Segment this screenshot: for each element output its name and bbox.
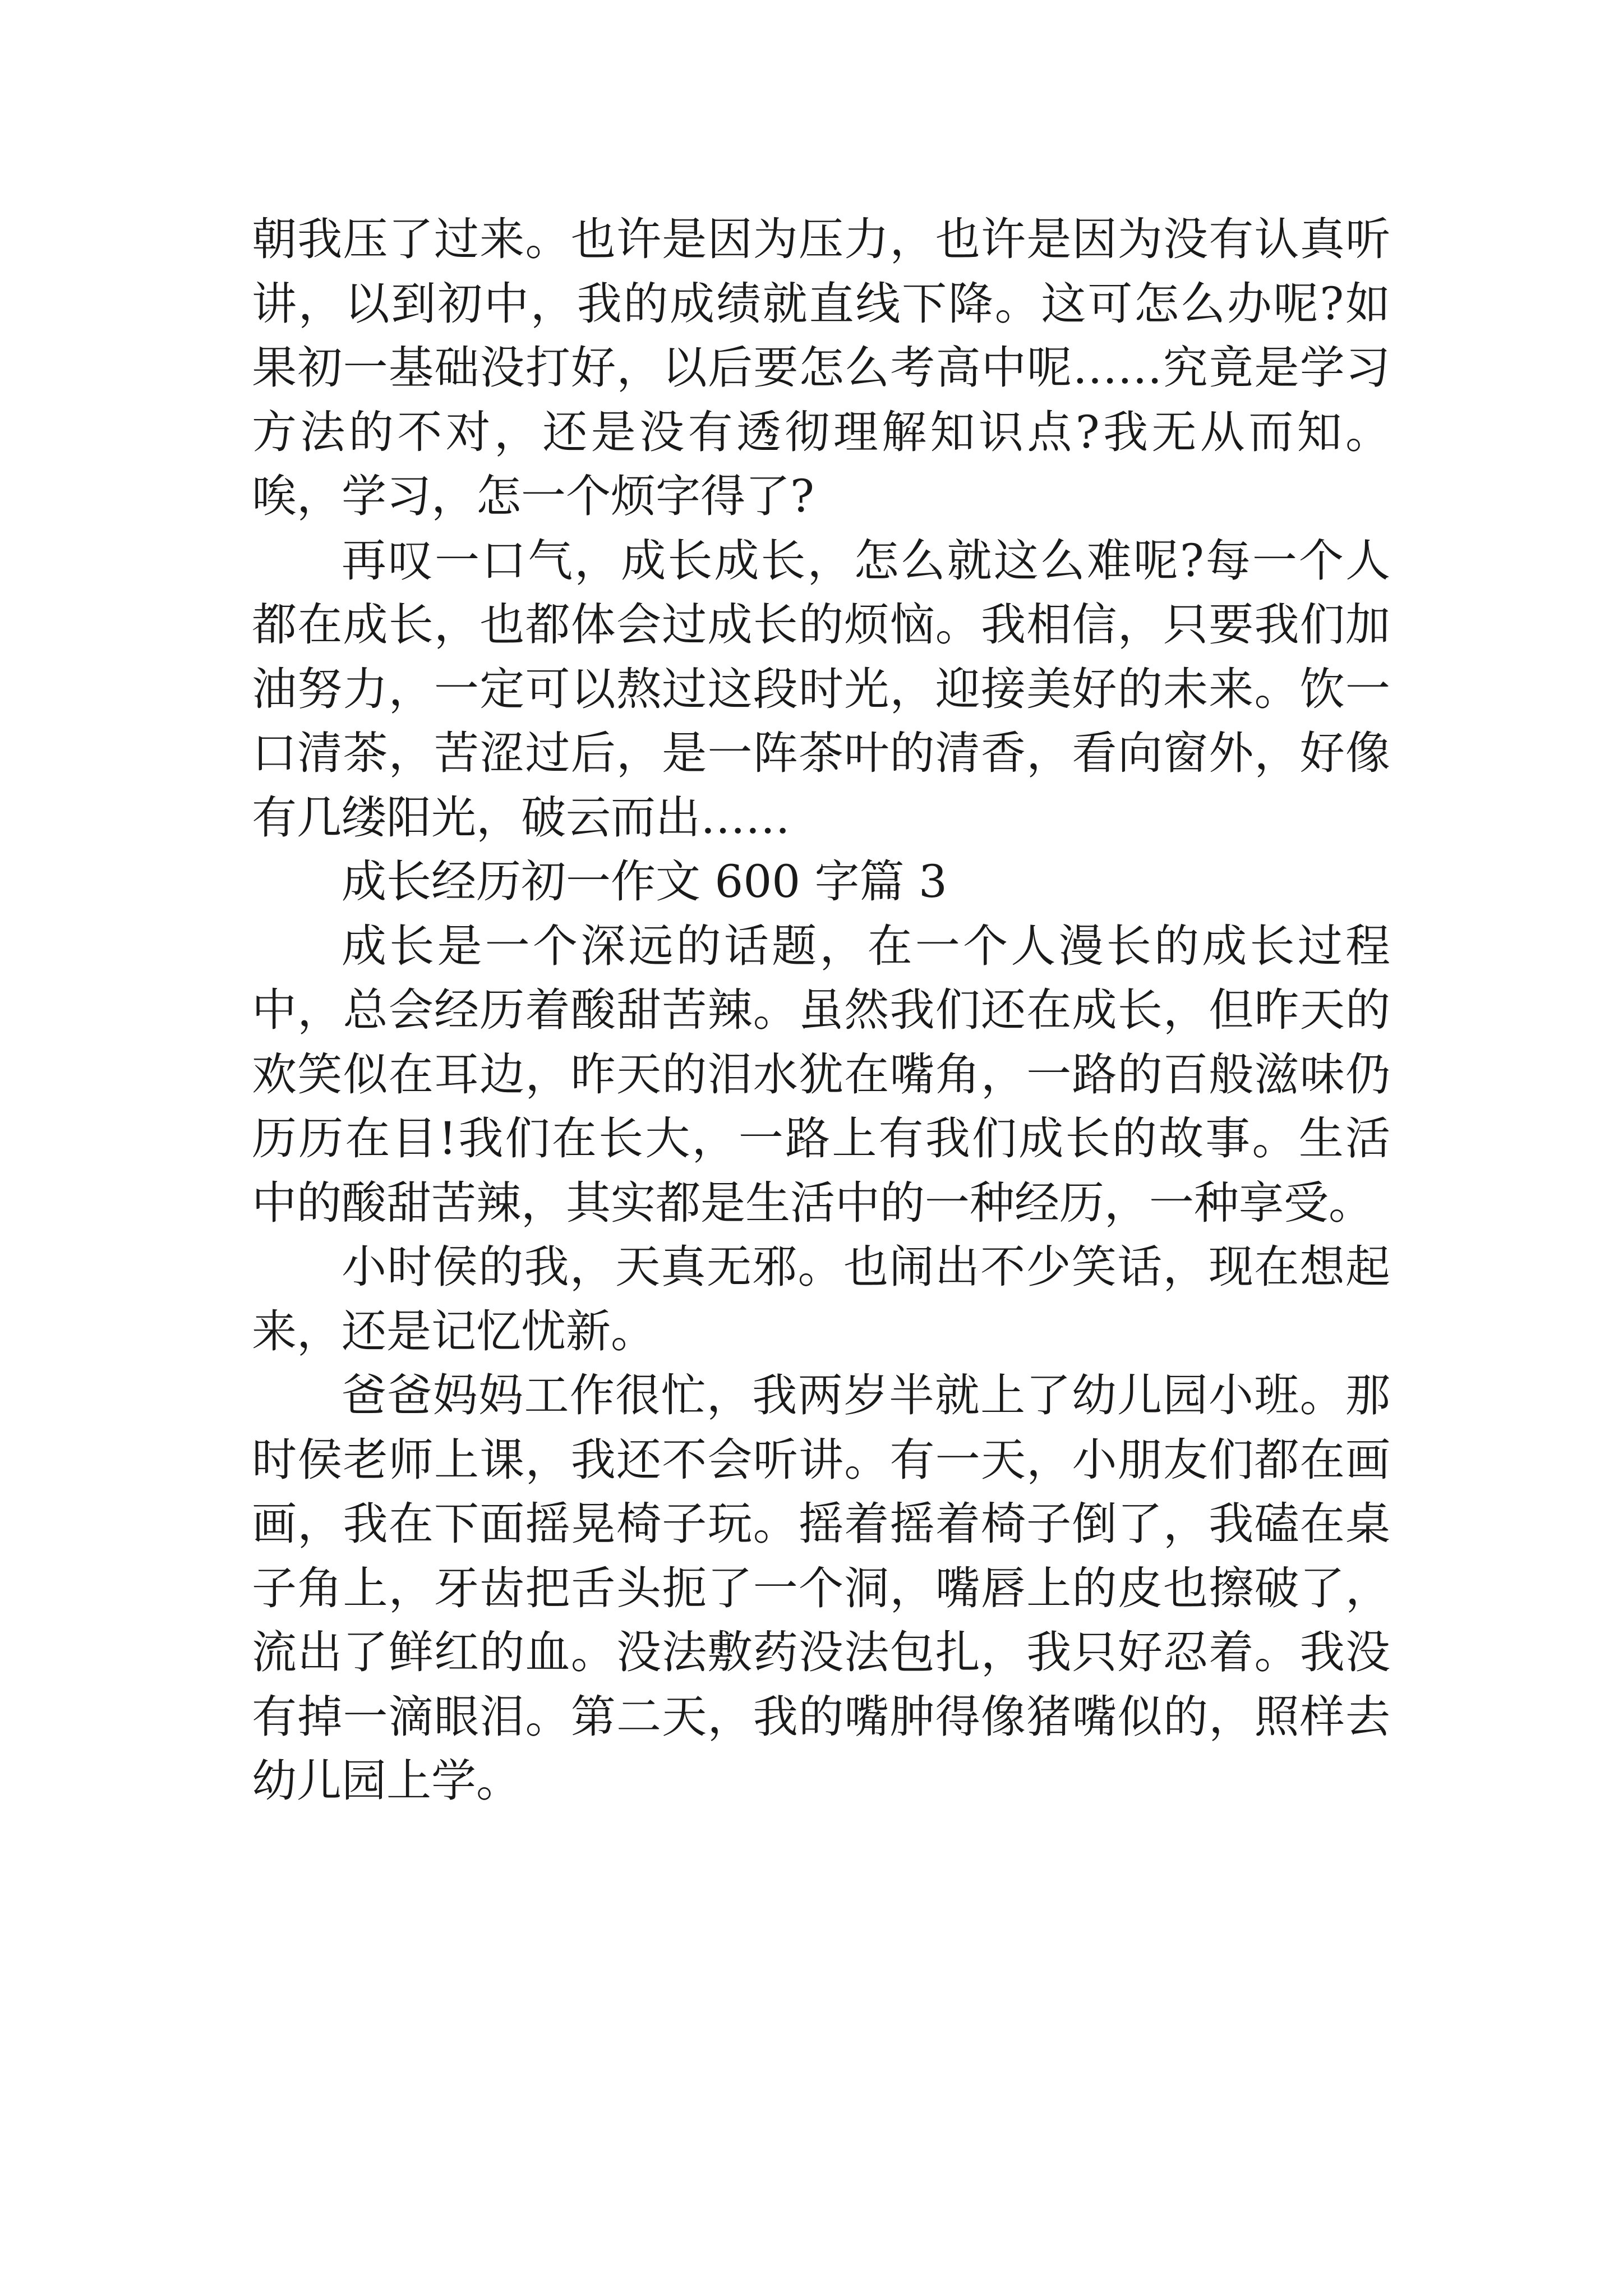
paragraph-3: 成长是一个深远的话题，在一个人漫长的成长过程中，总会经历着酸甜苦辣。虽然我们还在成长，但昨天的欢笑似在耳边，昨天的泪水犹在嘴角，一路的百般滋味仍历历在目!我们在长大，一路上有我们成长的故事。生活中的酸甜苦辣，其实都是生活中的一种经历，一种享受。 xyxy=(252,919,1390,1229)
paragraph-5: 爸爸妈妈工作很忙，我两岁半就上了幼儿园小班。那时侯老师上课，我还不会听讲。有一天，小朋友们都在画画，我在下面摇晃椅子玩。摇着摇着椅子倒了，我磕在桌子角上，牙齿把舌头扼了一个洞，嘴唇上的皮也擦破了，流出了鲜红的血。没法敷药没法包扎，我只好忍着。我没有掉一滴眼泪。第二天，我的嘴肿得像猪嘴似的，照样去幼儿园上学。 xyxy=(252,1369,1390,1807)
paragraph-1: 朝我压了过来。也许是因为压力，也许是因为没有认真听讲，以到初中，我的成绩就直线下降。这可怎么办呢?如果初一基础没打好，以后要怎么考高中呢……究竟是学习方法的不对，还是没有透彻理解知识点?我无从而知。唉，学习，怎一个烦字得了? xyxy=(252,213,1390,522)
section-heading: 成长经历初一作文 600 字篇 3 xyxy=(342,855,947,908)
paragraph-4: 小时侯的我，天真无邪。也闹出不少笑话，现在想起来，还是记忆忧新。 xyxy=(252,1241,1390,1358)
document-body xyxy=(252,208,1390,1814)
paragraph-2: 再叹一口气，成长成长，怎么就这么难呢?每一个人都在成长，也都体会过成长的烦恼。我相信，只要我们加油努力，一定可以熬过这段时光，迎接美好的未来。饮一口清茶，苦涩过后，是一阵茶叶的清香，看向窗外，好像有几缕阳光，破云而出…… xyxy=(252,534,1390,844)
